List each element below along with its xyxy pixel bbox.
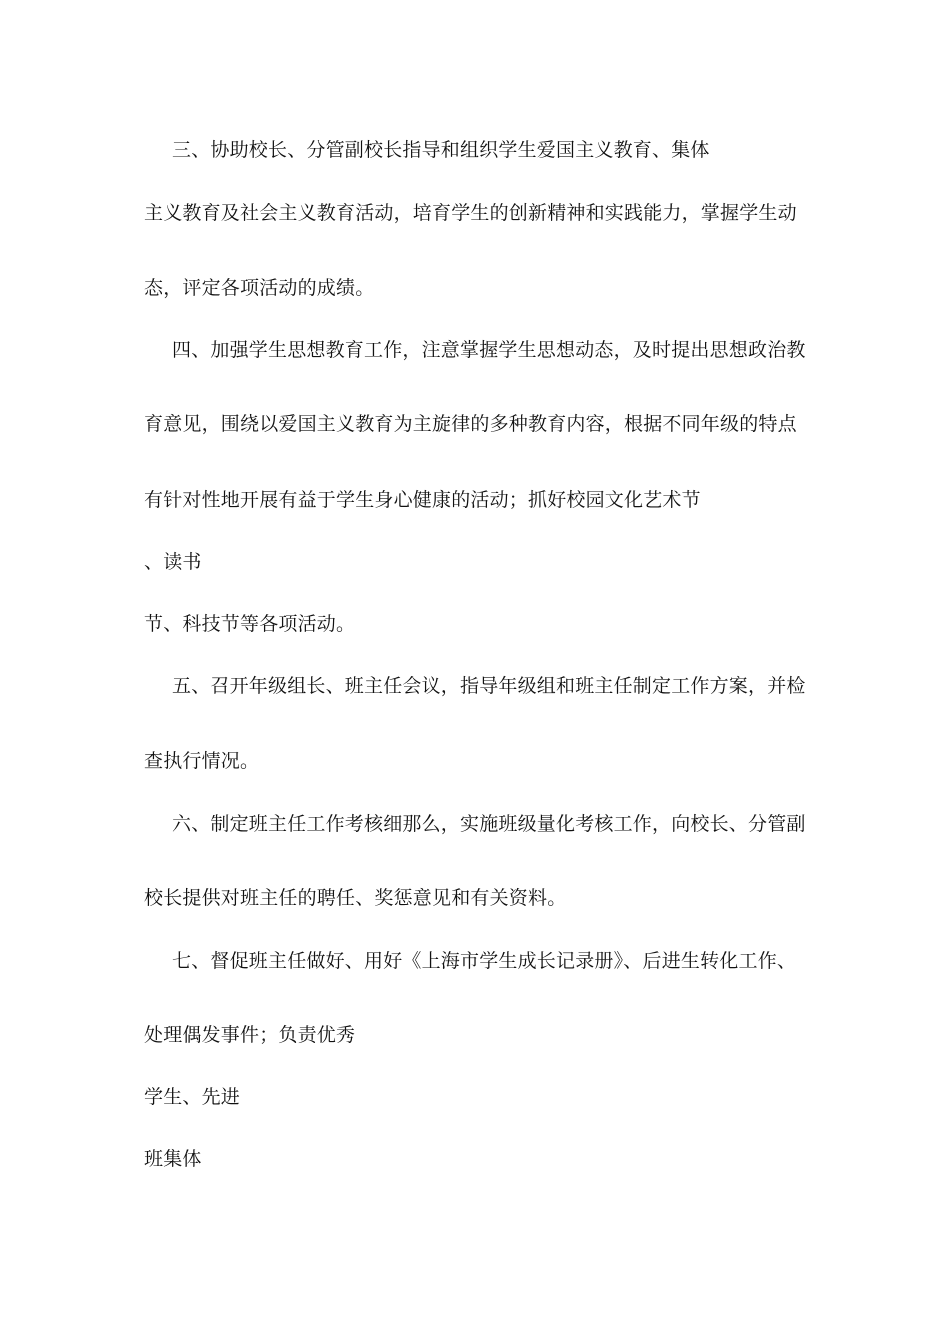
paragraph-7-line-3: 学生、先进 (144, 1086, 241, 1108)
paragraph-4-line-2: 育意见，围绕以爱国主义教育为主旋律的多种教育内容，根据不同年级的特点 (144, 413, 797, 435)
paragraph-6-line-1: 六、制定班主任工作考核细那么，实施班级量化考核工作，向校长、分管副 (172, 813, 806, 835)
paragraph-3-line-2: 主义教育及社会主义教育活动，培育学生的创新精神和实践能力，掌握学生动 (144, 202, 797, 224)
paragraph-3-line-3: 态，评定各项活动的成绩。 (144, 277, 375, 299)
paragraph-7-line-1: 七、督促班主任做好、用好《上海市学生成长记录册》、后进生转化工作、 (172, 950, 797, 972)
paragraph-5-line-2: 查执行情况。 (144, 750, 260, 772)
paragraph-3-line-1: 三、协助校长、分管副校长指导和组织学生爱国主义教育、集体 (172, 139, 710, 161)
paragraph-4-line-4: 、读书 (144, 551, 202, 573)
paragraph-4-line-1: 四、加强学生思想教育工作，注意掌握学生思想动态，及时提出思想政治教 (172, 339, 806, 361)
paragraph-5-line-1: 五、召开年级组长、班主任会议，指导年级组和班主任制定工作方案，并检 (172, 675, 806, 697)
paragraph-7-line-2: 处理偶发事件；负责优秀 (144, 1024, 356, 1046)
paragraph-7-line-4: 班集体 (144, 1148, 202, 1170)
paragraph-6-line-2: 校长提供对班主任的聘任、奖惩意见和有关资料。 (144, 887, 567, 909)
paragraph-4-line-3: 有针对性地开展有益于学生身心健康的活动；抓好校园文化艺术节 (144, 489, 701, 511)
paragraph-4-line-5: 节、科技节等各项活动。 (144, 613, 356, 635)
